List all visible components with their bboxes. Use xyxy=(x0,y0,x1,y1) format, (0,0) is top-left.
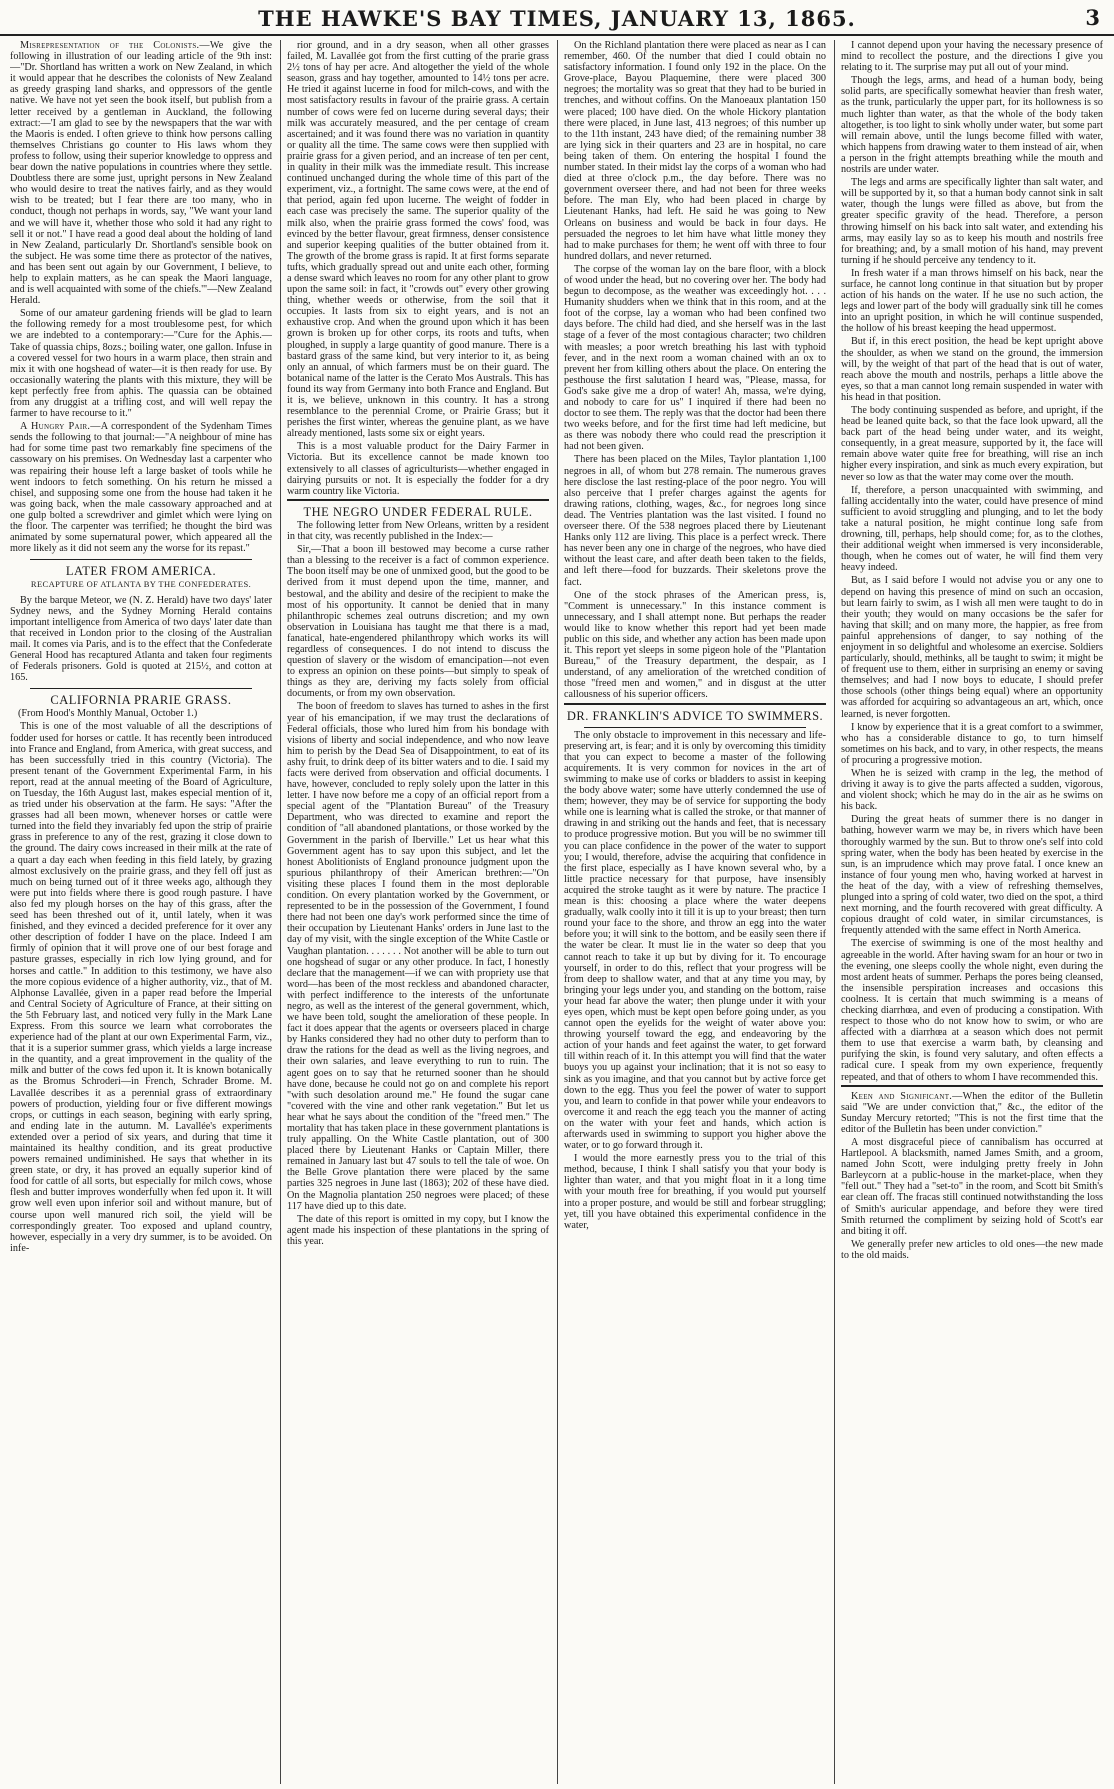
article-franklin-p12: When he is seized with cramp in the leg, the method of driving it away is to give the parts affected a sudden, vigorous, and violent shock; which he may do in the air as he swims on his back. xyxy=(841,768,1103,813)
article-lead: Keen and Significant.— xyxy=(851,1090,963,1102)
article-source: (From Hood's Monthly Manual, October 1.) xyxy=(18,708,198,720)
article-negro-p4: The date of this report is omitted in my copy, but I know the agent made his inspection of these plantations in the spring of this year. xyxy=(287,1213,549,1247)
article-negro-p3: The boon of freedom to slaves has turned to ashes in the first year of his emancipation, if we may trust the declarations of Federal officials, those who lured him from his bondage with visions of liberty and social independence, and who now leave him to perish by the Dead Sea of Disappointment, to eat of its ashy fruit, to drink deep of its bitter waters and to die. I said my facts were derived from observation and official documents. I have, however, concluded to reply solely upon the latter in this letter. I have now before me a copy of an official report from a special agent of the "Plantation Bureau" of the Treasury Department, who was directed to examine and report the condition of "all abandoned plantations, or those worked by the Government in the parish of Iberville." Let us hear what this Government agent has to say upon this subject, and let the honest Abolitionists of England pronounce judgment upon the spurious philanthropy of their American brethren:—"On visiting these places I found them in the most deplorable condition. On every plantation worked by the Government, or represented to be in the possession of the Government, I found there had not been one day's work performed since the time of their occupation by Lieutenant Hanks' orders in June last to the day of my visit, with the single exception of the White Castle or Vaughan plantation. . . . . . . Not another will be able to turn out one hogshead of sugar or any other produce. In fact, I honestly declare that the management—if we can with propriety use that word—has been of the most reckless and abandoned character, with perfect indifference to the interests of the unfortunate negro, as well as the interest of the general government, which, we have been told, sought the amelioration of these people. In fact it does appear that the agents or overseers placed in charge by Hanks considered they had no other duty to perform than to draw the rations for the dead as well as the living negroes, and their own salaries, and leave everything to run to ruin. The agent goes on to say that he returned sooner than he should have done, because he could not go on and complete his report "with such desolation around me." He found the sugar cane "covered with the vine and other rank vegetation." But let us hear what he says about the condition of the "freed men." The mortality that has taken place in these government plantations is truly appalling. On the White Castle plantation, out of 300 placed there by Lieutenant Hanks or Captain Miller, there remained in January last but 47 souls to tell the tale of woe. On the Belle Grove plantation there were placed by the same parties 325 negroes in June last (1863); 202 of these have died. On the Magnolia plantation 250 negroes were placed; of these 117 have died up to this date. xyxy=(287,701,549,1212)
separator xyxy=(287,499,549,501)
columns xyxy=(10,40,1104,1784)
article-america: By the barque Meteor, we (N. Z. Herald) have two days' later Sydney news, and the Sydney Morning Herald contains important intelligence from America of two days' later date than that received in London prior to the closing of the Australian mail. It comes via Paris, and is to the effect that the Confederate General Hood has recaptured Atlanta and taken four regiments of Federals prisoners. Gold is quoted at 215½, and cotton at 165. xyxy=(10,594,272,684)
separator xyxy=(30,688,252,689)
article-franklin-p2: I would the more earnestly press you to the trial of this method, because, I think I shall satisfy you that your body is lighter than water, and that you might float in it a long time with your mouth free for breathing, if you would put yourself into a proper posture, and would be still and forbear struggling; yet, till you have obtained this experimental confidence in the water, xyxy=(564,1153,826,1231)
page-number: 3 xyxy=(1085,5,1100,30)
article-hungry-pair: A Hungry Pair.—A correspondent of the Sydenham Times sends the following to that journal:—"A neighbour of mine has had for some time past two remarkably fine specimens of the cassowary on his premises. On Wednesday last a carpenter who was repairing their house left a large basket of tools while he went indoors to fetch something. On his return he missed a chisel, and supposing some one from the house had taken it he was going back, when the male cassowary approached and at one gulp bolted a screwdriver and gimlet which were lying on the floor. The carpenter was terrified; he thought the bird was animated by some supernatural power, which appeared all the more likely as it did not seem any the worse for its repast." xyxy=(10,421,272,555)
separator xyxy=(564,703,826,705)
article-franklin-p13: During the great heats of summer there is no danger in bathing, however warm we may be, in rivers which have been thoroughly warmed by the sun. But to throw one's self into cold spring water, when the body has been heated by exercise in the sun, is an imprudence which may prove fatal. I once knew an instance of four young men who, having worked at harvest in the heat of the day, with a view of refreshing themselves, plunged into a spring of cold water, two died on the spot, a third next morning, and the fourth recovered with great difficulty. A copious draught of cold water, in similar circumstances, is frequently attended with the same effect in North America. xyxy=(841,814,1103,937)
article-negro-p6: The corpse of the woman lay on the bare floor, with a block of wood under the head, but no covering over her. The body had begun to decompose, as the weather was exceedingly hot. . . . Humanity shudders when we think that in this room, and at the foot of the corpse, lay a woman who had been confined two days before. The child had died, and she herself was in the last stage of a fever of the most contagious character; two children with measles; a poor wretch breathing his last with typhoid fever, and in the next room a woman chained with an ox to prevent her from killing others about the place. On entering the pesthouse the first salutation I heard was, "Please, massa, for God's sake give me a drop of water! Ah, massa, we're dying, and nobody to care for us" I inquired if there had been no doctor to see them. The reply was that the doctor had been there two weeks before, and for the first time had left medicine, but as there was nobody there who could read the prescription it had not been given. xyxy=(564,263,826,453)
subheading-atlanta: RECAPTURE OF ATLANTA BY THE CONFEDERATES. xyxy=(30,579,252,590)
article-negro-p8: One of the stock phrases of the American press, is, "Comment is unnecessary." In this instance comment is unnecessary, and I shall attempt none. But perhaps the reader would like to know whether this report had yet been made public on this side, and whether any action has been made upon it. This report yet sleeps in some pigeon hole of the "Plantation Bureau," of the Treasury department, the despair, as I understand, of any amelioration of the wretched condition of those "freed men and women," and in disgust at the utter callousness of his superior officers. xyxy=(564,589,826,701)
article-misrepresentation: Misrepresentation of the Colonists.—We give the following in illustration of our leading article of the 9th inst:—"Dr. Shortland has written a work on New Zealand, in which it would appear that he describes the colonists of New Zealand as greedy grasping land sharks, and oppressors of the gentle native. We have not yet seen the book itself, but publish from a letter received by a gentleman in Auckland, the following extract:—'I am glad to see by the newspapers that the war with the Maoris is ended. I often grieve to think how persons calling themselves Christians go counter to His laws whom they profess to follow, using their superior knowledge to oppress and bear down the native populations in countries where they settle. Doubtless there are some just, upright persons in New Zealand who would desire to treat the natives fairly, and as they would wish to be treated; but I fear there are too many, who in conduct, though not perhaps in words, say, "We want your land and we will have it, whether those who sold it had any right to sell it or not." I have read a good deal about the holding of land in New Zealand, particularly Dr. Shortland's sensible book on the subject. He was some time there as protector of the natives, and has been sent out again by our Government, I believe, to help to explain matters, as he can speak the Maori language, and is well acquainted with some of the chiefs.'"—New Zealand Herald. xyxy=(10,40,272,307)
column-rule xyxy=(280,40,281,1784)
article-negro-intro: The following letter from New Orleans, written by a resident in that city, was recently published in the Index:— xyxy=(287,519,549,543)
separator xyxy=(584,727,806,728)
column-2 xyxy=(287,40,549,1784)
article-negro-p7: There has been placed on the Miles, Taylor plantation 1,100 negroes in all, of whom but 278 remain. The numerous graves here disclose the last resting-place of the poor negro. You will also perceive that I prefer charges against the agents for drawing rations, clothing, wages, &c., for negroes long since dead. The Ventries plantation was the last visited. I found no overseer there. Of the 538 negroes placed there by Lieutenant Hanks only 112 are living. This place is a perfect wreck. There has never been any one in charge of the negroes, who have died without the least care, and after death been taken to the fields, and left there—food for buzzards. Their skeletons prove the fact. xyxy=(564,454,826,588)
article-franklin-p6: In fresh water if a man throws himself on his back, near the surface, he cannot long continue in that situation but by proper action of his hands on the water. If he use no such action, the legs and lower part of the body will gradually sink till he comes into an upright position, in which he will continue suspended, the hollow of his breast keeping the head uppermost. xyxy=(841,267,1103,335)
page-header xyxy=(0,0,1114,36)
article-negro-p2: Sir,—That a boon ill bestowed may become a curse rather than a blessing to the receiver is a fact of common experience. The boon itself may be one of unmixed good, but the good to be derived from it must depend upon the time, manner, and bestowal, and the ability and desire of the recipient to make the most of his opportunity. It cannot be denied that in many philanthropic schemes zeal outruns discretion; and my own observation in Louisiana has taught me that there is a mad, fanatical, hate-engendered philanthropy which works its will regardless of consequences. I do not intend to discuss the question of slavery or the wisdom of emancipation—not even to express an opinion on these points—but simply to speak of things as they are, deriving my facts solely from official documents, or from my own observation. xyxy=(287,544,549,700)
article-franklin-p9: If, therefore, a person unacquainted with swimming, and falling accidentally into the water, could have presence of mind sufficient to avoid struggling and plunging, and to let the body take a natural position, he might continue long safe from drowning, till, perhaps, help should come; for, as to the clothes, their additional weight when immersed is very inconsiderable, though, when he comes out of water, he will find them very heavy indeed. xyxy=(841,484,1103,574)
separator xyxy=(841,1085,1103,1087)
article-franklin-p7: But if, in this erect position, the head be kept upright above the shoulder, as when we stand on the ground, the immersion will, by the weight of that part of the head that is out of water, reach above the mouth and nostrils, perhaps a little above the eyes, so that a man cannot long remain suspended in water with his head in that position. xyxy=(841,336,1103,403)
masthead: THE HAWKE'S BAY TIMES, JANUARY 13, 1865. xyxy=(258,6,856,31)
article-franklin-p10: But, as I said before I would not advise you or any one to depend on having this presence of mind on such an occasion, but learn fairly to swim, as I wish all men were taught to do in their youth; they would on many occasions be the safer for having that skill; and on many more, the happier, as free from painful apprehensions of danger, to say nothing of the enjoyment in so delightful and wholesome an exercise. Soldiers particularly, should, methinks, all be taught to swim; it might be of frequent use to them, either in surprising an enemy or saving themselves; and had I now boys to educate, I should prefer those schools (other things being equal) where an opportunity was afforded for acquiring so advantageous an art, which, once learned, is never forgotten. xyxy=(841,575,1103,720)
article-keen-significant: Keen and Significant.—When the editor of the Bulletin said "We are under conviction that," &c., the editor of the Sunday Mercury retorted; "This is not the first time that the editor of the Bulletin has been under conviction." xyxy=(841,1090,1103,1135)
article-prairie-grass: This is one of the most valuable of all the descriptions of fodder used for horses or cattle. It has recently been introduced into France and England, from America, with great success, and has been successfully tried in this country (Victoria). The present tenant of the Government Experimental Farm, in his report, read at the annual meeting of the Board of Agriculture, on Tuesday, the 16th August last, makes especial mention of it, as tried under his observation at the farm. He says: "After the grasses had all been mown, whenever horses or cattle were turned into the field they invariably fed upon the strip of prairie grass in preference to any of the rest, grazing it close down to the ground. The dairy cows increased in their milk at the rate of a quart a day each when feeding in this field lately, by grazing almost exclusively on the prairie grass, and they fell off just as much on being turned out of it three weeks ago, although they were put into fields where there is good rough pasture. I have also fed my plough horses on the hay of this grass, after the seed has been threshed out of it, until lately, when it was finished, and they evinced a decided preference for it over any other description of fodder I have on the place. Indeed I am firmly of opinion that it will prove one of our best forage and pasture grasses, especially in rich low lying ground, and for horses and cattle." In addition to this testimony, we have also the more copious evidence of a higher authority, viz., that of M. Alphonse Lavallée, given in a paper read before the Imperial and Central Society of Agriculture of France, at their sitting on the 5th February last, and noticed very fully in the Mark Lane Express. From this source we learn what corroborates the experience had of the plant at our own Experimental Farm, viz., that it is a superior summer grass, which yields a large increase in the quantity, and a great improvement in the quality of the milk and butter of the cows fed upon it. It is known botanically as the Bromus Schroderi—in French, Schrader Brome. M. Lavallée describes it as a perennial grass of extraordinary powers of production, yielding four or five different mowings crops, or cuttings in each season, begining with early spring, and ending late in the autumn. M. Lavallée's experiments extended over a period of six years, and during that time it maintained its healthy condition, and its great productive powers remained undiminished. He says that whether in its green state, or dry, it has proved an equally superior kind of food for cattle of all sorts, but especially for milch cows, whose flesh and butter improves wonderfully when fed upon it. It will grow well even upon inferior soil and without manure, but of course upon well manured rich soil, the yield will be correspondingly greater. Too exposed and upland country, however, especially in a very dry summer, is to be avoided. On infe- xyxy=(10,721,272,1254)
article-franklin-p14: The exercise of swimming is one of the most healthy and agreeable in the world. After having swam for an hour or two in the evening, one sleeps coolly the whole night, even during the most ardent heats of summer. Perhaps the pores being cleansed, the insensible perspiration increases and occasions this coolness. It is certain that much swimming is a means of checking diarrhœa, and even of producing a constipation. With respect to those who do not know how to swim, or who are affected with a diarrhœa at a season which does not permit them to use that exercise a warm bath, by cleansing and purifying the skin, is found very salutary, and often effects a radical cure. I speak from my own experience, frequently repeated, and that of others to whom I have recommended this. xyxy=(841,938,1103,1083)
heading-negro-federal-rule: THE NEGRO UNDER FEDERAL RULE. xyxy=(303,504,533,519)
article-franklin-p4: Though the legs, arms, and head of a human body, being solid parts, are specifically somewhat heavier than fresh water, as the trunk, particularly the upper part, for its hollowness is so much lighter than water, as that the whole of the body taken altogether, is too light to sink wholly under water, but some part will remain above, until the lungs become filled with water, which happens from drawing water to them instead of air, when a person in the fright attempts breathing while the mouth and nostrils are under water. xyxy=(841,75,1103,176)
heading-franklin-advice: DR. FRANKLIN'S ADVICE TO SWIMMERS. xyxy=(566,708,824,723)
article-franklin-p8: The body continuing suspended as before, and upright, if the head be leaned quite back, so that the face look upward, all the back part of the head being under water, and its weight, consequently, in a great measure, supported by it, the face will remain above water quite free for breathing, will rise an inch higher every inspiration, and sink as much every expiration, but never so low as that the water may come over the mouth. xyxy=(841,405,1103,483)
article-franklin-p11: I know by experience that it is a great comfort to a swimmer, who has a considerable distance to go, to turn himself sometimes on his back, and to vary, in other respects, the means of procuring a progressive motion. xyxy=(841,721,1103,766)
article-franklin-p1: The only obstacle to improvement in this necessary and life-preserving art, is fear; and it is only by overcoming this timidity that you can expect to become a master of the following acquirements. It is very common for novices in the art of swimming to make use of corks or bladders to assist in keeping the body above water; some have utterly condemned the use of them; however, they may be of service for supporting the body while one is learning what is called the stroke, or that manner of drawing in and striking out the hands and feet, that is necessary to produce progressive motion. But you will be no swimmer till you can place confidence in the power of the water to support you; I would, therefore, advise the acquiring that confidence in the first place, especially as I have known several who, by a little practice necessary for that purpose, have insensibly acquired the stroke taught as it were by nature. The practice I mean is this: choosing a place where the water deepens gradually, walk coolly into it till it is up to your breast; then turn round your face to the shore, and throw an egg into the water before you; it will sink to the bottom, and be easily seen there if the water be clear. It must lie in the water so deep that you cannot reach to take it up but by diving for it. To encourage yourself, in order to do this, reflect that your progress will be from deep to shallow water, and that at any time you may, by bringing your legs under you, and standing on the bottom, raise your head far above the water; then plunge under it with your eyes open, which must be kept open before going under, as you cannot open the eyelids for the weight of water above you: throwing yourself toward the egg, and endeavoring by the action of your hands and feet against the water, to get forward till within reach of it. In this attempt you will find that the water buoys you up against your inclination; that it is not so easy to sink as you imagine, and that you cannot but by active force get down to the egg. Thus you feel the power of water to support you, and learn to confide in that power while your endeavors to overcome it and reach the egg teach you the manner of acting on the water with your feet and hands, which action is afterwards used in swimming to support you higher above the water, or to go forward through it. xyxy=(564,729,826,1152)
article-old-maids: We generally prefer new articles to old ones—the new made to the old maids. xyxy=(841,1238,1103,1261)
article-negro-p5: On the Richland plantation there were placed as near as I can remember, 460. Of the number that died I could obtain no satisfactory information. I found only 192 in the place. On the Grove-place, Bayou Plaquemine, there were placed 300 negroes; the mortality was so great that they had to be buried in trenches, and without coffins. On the Manoeaux plantation 150 were placed; 100 have died. On the whole Hickory plantation there were placed, in June last, 413 negroes; of this number up to the 11th instant, 243 have died; of the remaining number 38 are lying sick in their quarters and 23 are in hospital, no care being taken of them. On entering the hospital I found the number stated. In their midst lay the corps of a woman who had died at three o'clock p.m., the day before. There was no government overseer there, and had not been for three weeks before. The man Ely, who had been placed in charge by Lieutenant Hanks, had left. He said he was going to New Orleans on business and would be back in four days. He persuaded the negroes to let him have what little money they had to make purchases for them; he went off with three to four hundred dollars, and never returned. xyxy=(564,40,826,262)
heading-later-from-america: LATER FROM AMERICA. xyxy=(65,564,217,579)
article-lead: A Hungry Pair.— xyxy=(20,421,101,433)
heading-prairie-grass: CALIFORNIA PRARIE GRASS. xyxy=(50,693,232,708)
column-3 xyxy=(564,40,826,1784)
column-rule xyxy=(834,40,835,1784)
article-prairie-grass-cont: rior ground, and in a dry season, when all other grasses failed, M. Lavallée got from the first cutting of the prarie grass 2½ tons of hay per acre. And altogether the yield of the whole season, grass and hay together, amounted to 14½ tons per acre. He tried it against lucerne in food for milch-cows, and with the most satisfactory results in favour of the prairie grass. A certain number of cows were fed on lucerne during several days; their milk was accurately measured, and the per centage of cream ascertained; and it was found there was no variation in quantity or quality all the time. The same cows were then supplied with prairie grass for a given period, and an increase of ten per cent, in quality in their milk was the immediate result. This increase continued unchanged during the whole time of this part of the experiment, viz., a fortnight. The same cows were, at the end of that period, again fed upon lucerne. The weight of fodder in each case was precisely the same. The superior quality of the milk also, when the prairie grass formed the cows' food, was evinced by the better flavour, great firmness, denser consistence and superior keeping qualities of the butter obtained from it. The growth of the brome grass is rapid. It at first forms separate tufts, which gradually spread out and unite each other, forming a dense sward which leaves no room for any other plant to grow upon the same soil: in fact, it "crowds out" every other growing thing, whether weeds or otherwise, from the soil that it occupies. It lasts from six to eight years, and is not an exhaustive crop. And when the ground upon which it has been grown is broken up for other corps, its roots and tufts, when ploughed, in supply a large quantity of good manure. There is a bastard grass of the same kind, but very interior to it, as being only an annual, of which farmers must be on their guard. The botanical name of the latter is the Cerato Mos Australs. This has found its way from Germany into both France and England. But it is, we believe, unknown in this country. It has a strong resemblance to the perennial Crome, or Prairie Grass; but it perishes the first winter, whereas the genuine plant, as we have already mentioned, lasts some six or eight years. xyxy=(287,40,549,440)
article-prairie-grass-end: This is a most valuable product for the Dairy Farmer in Victoria. But its excellence cannot be made known too extensively to all classes of agriculturists—whether engaged in dairying pursuits or not. It is especially the fodder for a dry warm country like Victoria. xyxy=(287,441,549,497)
column-1 xyxy=(10,40,272,1784)
article-cannibalism: A most disgraceful piece of cannibalism has occurred at Hartlepool. A blacksmith, named James Smith, and a groom, named John Scott, were indulging pretty freely in John Barleycorn at a public-house in the market-place, when they "fell out." They had a "set-to" in the room, and Scott bit Smith's ear clean off. The fracas still continued notwithstanding the loss of Smith's auricular appendage, and before they were tired Smith returned the compliment by seizing hold of Scott's ear and biting it off. xyxy=(841,1137,1103,1237)
column-4 xyxy=(841,40,1103,1784)
article-aphis: Some of our amateur gardening friends will be glad to learn the following remedy for a most troublesome pest, for which we are indebted to a contemporary:—"Cure for the Aphis.—Take of quassia chips, 8ozs.; boiling water, one gallon. Infuse in a covered vessel for two hours in a warm place, then strain and mix it with one hogshead of water—it is then ready for use. By occasionally watering the plants with this mixture, they will be kept perfectly free from aphis. The quassia can be obtained from any druggist at a trifling cost, and will well repay the farmer to have recourse to it." xyxy=(10,308,272,420)
article-franklin-p3: I cannot depend upon your having the necessary presence of mind to recollect the posture, and the directions I give you relating to it. The surprise may put all out of your mind. xyxy=(841,40,1103,74)
article-franklin-p5: The legs and arms are specifically lighter than salt water, and will be supported by it, so that a human body cannot sink in salt water, though the lungs were filled as above, but from the greater specific gravity of the head. Therefore, a person throwing himself on his back into salt water, and extending his arms, may easily lay so as to keep his mouth and nostrils free for breathing; and, by a small motion of his hand, may prevent turning if he should perceive any tendency to it. xyxy=(841,177,1103,266)
separator xyxy=(30,559,252,560)
column-rule xyxy=(557,40,558,1784)
article-lead: Misrepresentation of the Colonists.— xyxy=(20,40,210,51)
